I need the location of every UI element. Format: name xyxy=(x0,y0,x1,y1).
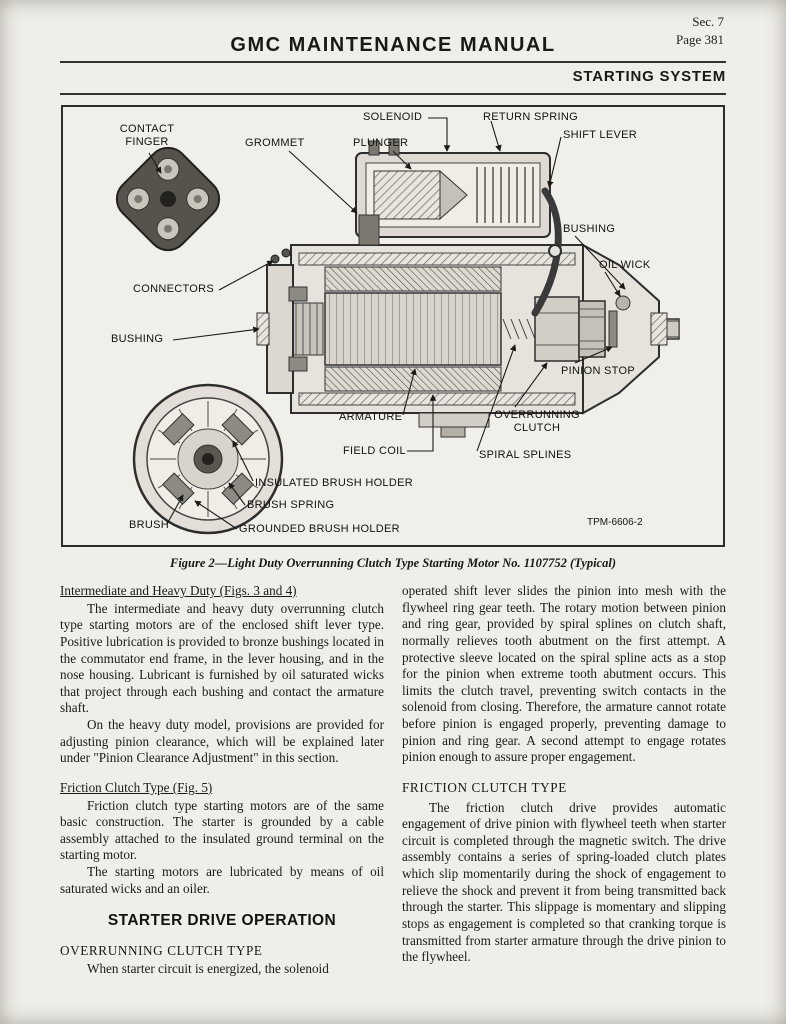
figure-label-insulated-brush-holder: INSULATED BRUSH HOLDER xyxy=(255,477,413,489)
paragraph-overrunning-1: When starter circuit is energized, the solenoid xyxy=(87,961,329,977)
figure-label-contact-finger: CONTACT FINGER xyxy=(119,123,175,148)
figure-label-return-spring: RETURN SPRING xyxy=(483,111,578,123)
contact-finger-assembly xyxy=(109,140,228,259)
paragraph-overrunning-continued: operated shift lever slides the pinion into mesh with the flywheel ring gear teeth. The rotary motion between pinion and ring gear, provided by spiral splines on clutch shaft, normally relieves tooth abutment on the first attempt. A protective sleeve located on the spiral spline acts as a stop for the pinion when extreme tooth abutment occurs. This limits the clutch travel, preventing switch contacts in the solenoid from closing. Therefore, the armature cannot rotate before pinion is engaged properly, preventing damage to pinion and ring gear. A second attempt to engage rotates pinion enough to assure proper engagement. xyxy=(402,583,726,765)
figure-label-armature: ARMATURE xyxy=(339,411,403,423)
figure-label-solenoid: SOLENOID xyxy=(363,111,423,123)
page-info xyxy=(676,13,724,48)
figure-label-field-coil: FIELD COIL xyxy=(343,445,406,457)
right-column xyxy=(402,583,726,978)
heading-friction-clutch-type: Friction Clutch Type (Fig. 5) xyxy=(60,779,213,795)
manual-title: GMC MAINTENANCE MANUAL xyxy=(230,34,556,56)
figure-label-bushing-right: BUSHING xyxy=(563,223,616,235)
figure-label-grommet: GROMMET xyxy=(245,137,305,149)
figure-label-brush: BRUSH xyxy=(129,519,170,531)
section-number: Sec. 7 xyxy=(692,14,724,29)
figure-2-illustration xyxy=(61,105,725,547)
figure-label-pinion-stop: PINION STOP xyxy=(561,365,635,377)
figure-label-shift-lever: SHIFT LEVER xyxy=(563,129,638,141)
figure-label-bushing-left: BUSHING xyxy=(111,333,164,345)
figure-label-spiral-splines: SPIRAL SPLINES xyxy=(479,449,572,461)
figure-label-grounded-brush-holder: GROUNDED BRUSH HOLDER xyxy=(239,523,400,535)
figure-label-oil-wick: OIL WICK xyxy=(599,259,651,271)
paragraph-friction-2: The starting motors are lubricated by means of oil saturated wicks and an oiler. xyxy=(60,864,384,896)
divider xyxy=(60,93,726,95)
section-title: STARTING SYSTEM xyxy=(572,68,726,85)
figure-label-overrunning-clutch: OVERRUNNING CLUTCH xyxy=(494,409,580,434)
paragraph-intermediate-1: The intermediate and heavy duty overrunning clutch type starting motors are of the enclosed shift lever type. Positive lubrication is provided to bronze bushings located in the commutator end frame, in the lever housing, and in the nose housing. Lubricant is furnished by oil saturated wicks that project through each bushing and contact the armature shaft. xyxy=(60,600,384,716)
heading-intermediate-heavy-duty: Intermediate and Heavy Duty (Figs. 3 and 4) xyxy=(60,583,297,598)
page-number: Page 381 xyxy=(675,31,724,47)
heading-starter-drive-operation: STARTER DRIVE OPERATION xyxy=(107,912,337,930)
body-text xyxy=(60,583,726,978)
heading-friction-clutch-type-caps: FRICTION CLUTCH TYPE xyxy=(402,779,567,795)
figure-caption: Figure 2—Light Duty Overrunning Clutch Type Starting Motor No. 1107752 (Typical) xyxy=(170,556,616,570)
left-column xyxy=(60,583,384,978)
paragraph-friction-clutch-drive: The friction clutch drive provides automatic engagement of drive pinion with flywheel teeth when starter circuit is completed through the magnetic switch. The drive assembly contains a series of spring-loaded clutch plates which slip momentarily during the shock of engagement to relieve the shock and prevent it from being transmitted back through the starter. This slippage is momentary and slipping stops as engagement is completed so that cranking torque is transmitted from starter armature through the drive pinion to the flywheel. xyxy=(402,799,726,965)
figure-reference-code: TPM-6606-2 xyxy=(587,517,643,528)
paragraph-intermediate-2: On the heavy duty model, provisions are provided for adjusting pinion clearance, which will be explained later under "Pinion Clearance Adjustment" in this section. xyxy=(60,717,384,766)
figure-label-brush-spring: BRUSH SPRING xyxy=(247,499,335,511)
figure-label-connectors: CONNECTORS xyxy=(133,283,215,295)
figure-label-plunger: PLUNGER xyxy=(353,137,409,149)
paragraph-friction-1: Friction clutch type starting motors are of the same basic construction. The starter is grounded by a cable assembly attached to the insulated ground terminal on the starting motor. xyxy=(60,797,384,863)
heading-overrunning-clutch-type: OVERRUNNING CLUTCH TYPE xyxy=(60,942,263,958)
